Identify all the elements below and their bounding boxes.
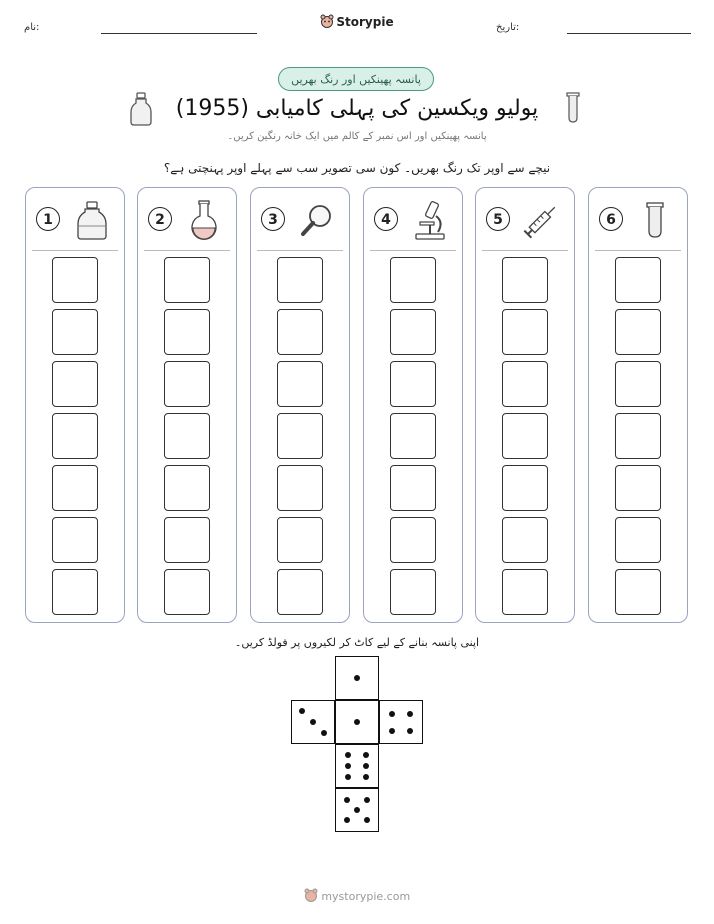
- die-pip: [389, 711, 395, 717]
- column-divider: [144, 250, 230, 251]
- color-cell[interactable]: [615, 309, 661, 355]
- column-divider: [32, 250, 118, 251]
- color-cell[interactable]: [277, 413, 323, 459]
- die-pip: [407, 728, 413, 734]
- color-cell[interactable]: [52, 517, 98, 563]
- color-cell[interactable]: [502, 413, 548, 459]
- die-pip: [364, 797, 370, 803]
- color-cell[interactable]: [52, 413, 98, 459]
- magnifying-glass-icon: [297, 198, 337, 242]
- microscope-icon: [410, 198, 450, 242]
- color-cell[interactable]: [164, 257, 210, 303]
- column-number: 1: [36, 207, 60, 231]
- activity-tag: پانسہ پھینکیں اور رنگ بھریں: [278, 67, 434, 91]
- die-pip: [345, 774, 351, 780]
- die-pip: [354, 675, 360, 681]
- die-face-3: [291, 700, 335, 744]
- bottle-icon: [72, 198, 112, 242]
- column-3: [250, 187, 350, 623]
- brand-logo: [0, 14, 714, 29]
- color-cell[interactable]: [390, 361, 436, 407]
- color-cell[interactable]: [164, 517, 210, 563]
- color-cell[interactable]: [164, 413, 210, 459]
- color-cell[interactable]: [615, 361, 661, 407]
- storypie-mascot-icon: [304, 888, 318, 902]
- die-pip: [354, 719, 360, 725]
- column-number: 5: [486, 207, 510, 231]
- color-cell[interactable]: [390, 413, 436, 459]
- column-6: [588, 187, 688, 623]
- color-cell[interactable]: [277, 361, 323, 407]
- die-pip: [407, 711, 413, 717]
- die-pip: [389, 728, 395, 734]
- die-pip: [364, 817, 370, 823]
- color-cell[interactable]: [615, 517, 661, 563]
- color-cell[interactable]: [277, 569, 323, 615]
- test-tube-icon: [566, 92, 580, 124]
- page-subtitle: پانسہ پھینکیں اور اس نمبر کے کالم میں ایک خانہ رنگین کریں۔: [227, 131, 487, 142]
- color-cell[interactable]: [164, 465, 210, 511]
- column-number: 3: [261, 207, 285, 231]
- color-cell[interactable]: [615, 465, 661, 511]
- syringe-icon: [522, 198, 562, 242]
- column-number: 2: [148, 207, 172, 231]
- name-line[interactable]: [101, 33, 257, 34]
- color-cell[interactable]: [52, 257, 98, 303]
- die-pip: [345, 763, 351, 769]
- color-cell[interactable]: [502, 257, 548, 303]
- color-cell[interactable]: [164, 569, 210, 615]
- column-1: [25, 187, 125, 623]
- color-cell[interactable]: [615, 569, 661, 615]
- die-pip: [363, 752, 369, 758]
- storypie-mascot-icon: [320, 14, 334, 28]
- flask-icon: [184, 198, 224, 242]
- name-label: نام:: [24, 22, 40, 33]
- column-divider: [595, 250, 681, 251]
- color-cell[interactable]: [390, 517, 436, 563]
- color-cell[interactable]: [502, 465, 548, 511]
- question-text: نیچے سے اوپر تک رنگ بھریں۔ کون سی تصویر سب سے پہلے اوپر پہنچتی ہے؟: [163, 161, 551, 175]
- color-cell[interactable]: [277, 517, 323, 563]
- die-pip: [321, 730, 327, 736]
- page-title: پولیو ویکسین کی پہلی کامیابی (1955): [175, 96, 539, 121]
- color-cell[interactable]: [390, 309, 436, 355]
- die-pip: [354, 807, 360, 813]
- color-cell[interactable]: [164, 309, 210, 355]
- color-cell[interactable]: [615, 413, 661, 459]
- die-pip: [344, 797, 350, 803]
- date-line[interactable]: [567, 33, 691, 34]
- column-divider: [257, 250, 343, 251]
- die-face-1b: [335, 700, 379, 744]
- column-divider: [370, 250, 456, 251]
- date-label: تاریخ:: [496, 22, 520, 33]
- color-cell[interactable]: [502, 517, 548, 563]
- color-cell[interactable]: [502, 309, 548, 355]
- die-pip: [363, 774, 369, 780]
- color-cell[interactable]: [502, 569, 548, 615]
- color-cell[interactable]: [164, 361, 210, 407]
- color-cell[interactable]: [390, 257, 436, 303]
- color-cell[interactable]: [277, 257, 323, 303]
- test-tube-icon: [635, 198, 675, 242]
- color-cell[interactable]: [52, 569, 98, 615]
- column-number: 6: [599, 207, 623, 231]
- color-cell[interactable]: [502, 361, 548, 407]
- die-face-5: [335, 788, 379, 832]
- die-pip: [310, 719, 316, 725]
- die-face-4: [379, 700, 423, 744]
- die-pip: [299, 708, 305, 714]
- color-cell[interactable]: [52, 309, 98, 355]
- die-face-6: [335, 744, 379, 788]
- die-pip: [345, 752, 351, 758]
- die-pip: [344, 817, 350, 823]
- footer: [0, 888, 714, 903]
- column-number: 4: [374, 207, 398, 231]
- die-pip: [363, 763, 369, 769]
- footer-url[interactable]: mystorypie.com: [321, 890, 411, 903]
- column-4: [363, 187, 463, 623]
- die-face-1: [335, 656, 379, 700]
- brand-name: Storypie: [336, 15, 394, 29]
- fold-instruction: اپنی پانسہ بنانے کے لیے کاٹ کر لکیروں پر فولڈ کریں۔: [234, 636, 480, 649]
- color-cell[interactable]: [277, 309, 323, 355]
- color-cell[interactable]: [390, 465, 436, 511]
- color-cell[interactable]: [390, 569, 436, 615]
- color-cell[interactable]: [277, 465, 323, 511]
- color-cell[interactable]: [52, 361, 98, 407]
- column-2: [137, 187, 237, 623]
- column-5: [475, 187, 575, 623]
- color-cell[interactable]: [615, 257, 661, 303]
- column-divider: [482, 250, 568, 251]
- color-cell[interactable]: [52, 465, 98, 511]
